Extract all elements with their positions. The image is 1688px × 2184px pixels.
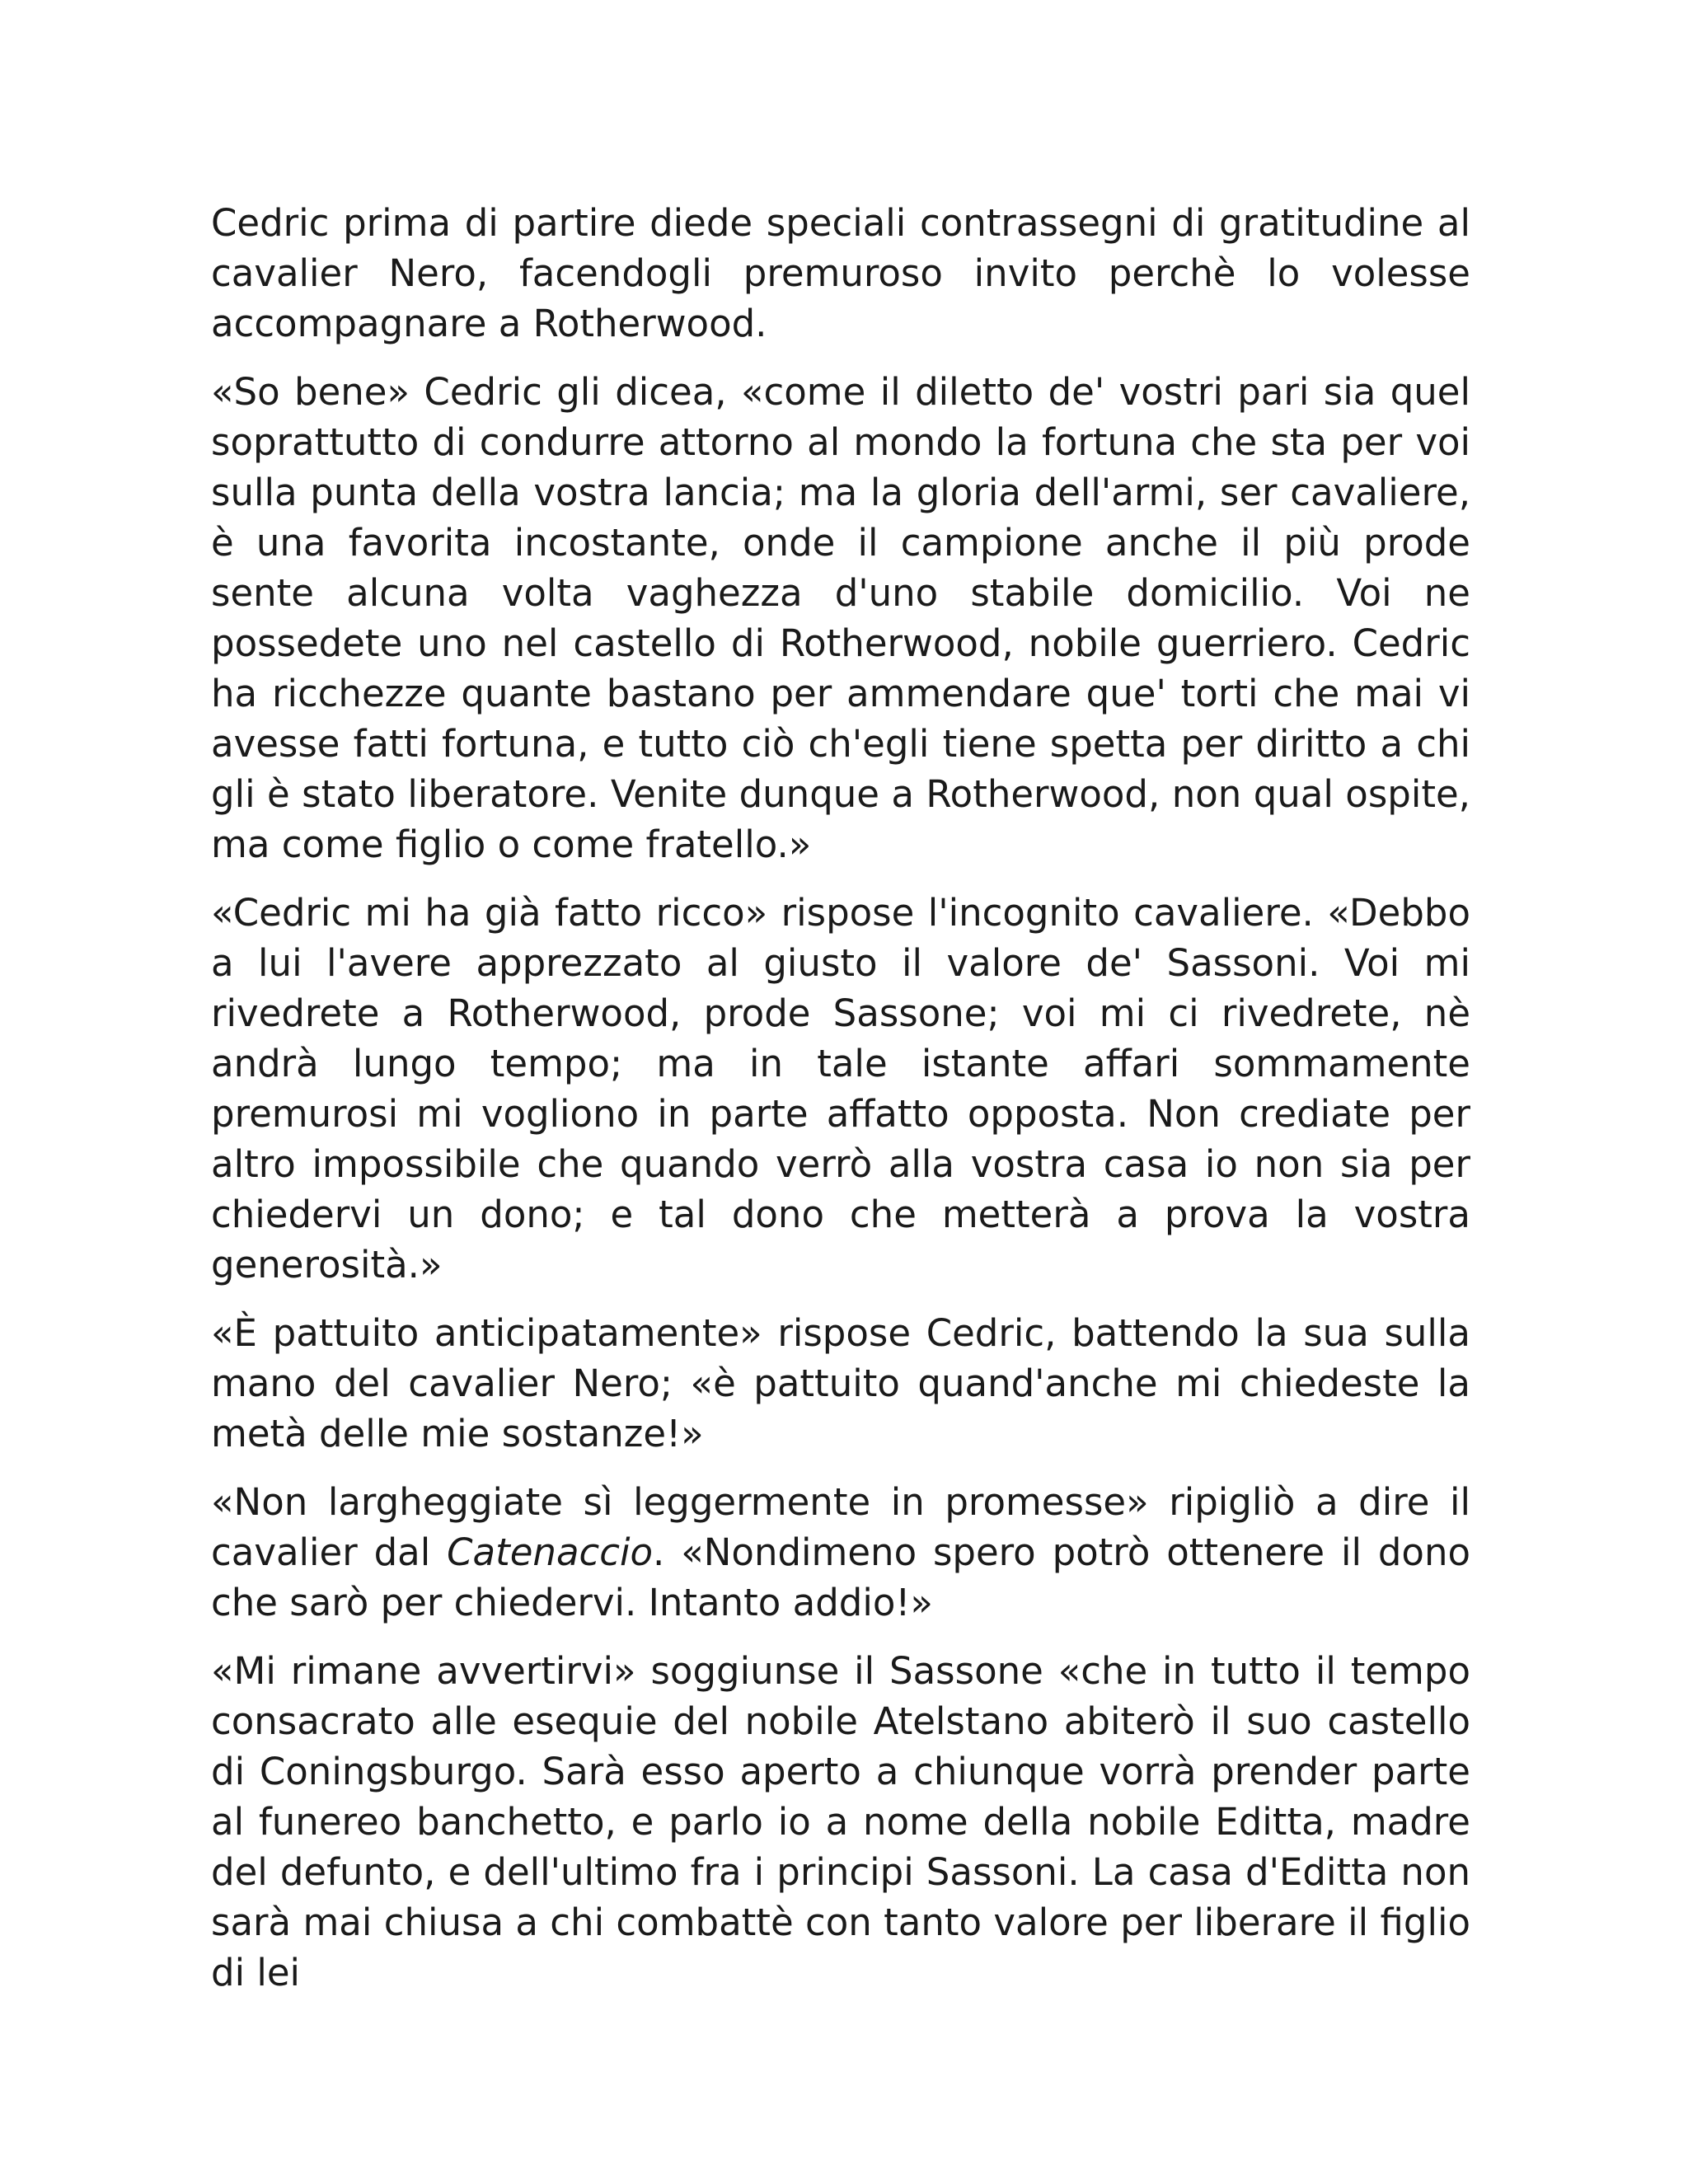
paragraph-1: Cedric prima di partire diede speciali contrassegni di gratitudine al cavalier Nero, facendogli premuroso invito perchè lo volesse accompagnare a Rotherwood.	[211, 201, 1470, 345]
paragraph-6: «Mi rimane avvertirvi» soggiunse il Sassone «che in tutto il tempo consacrato alle esequie del nobile Atelstano abiterò il suo castello di Coningsburgo. Sarà esso aperto a chiunque vorrà prender parte al funereo banchetto, e parlo io a nome della nobile Editta, madre del defunto, e dell'ultimo fra i principi Sassoni. La casa d'Editta non sarà mai chiusa a chi combattè con tanto valore per liberare il figlio di lei	[211, 1649, 1470, 1994]
paragraph-5-text-before: «Non largheggiate sì leggermente in promesse» ripigliò a dire il cavalier dal	[211, 1480, 1470, 1574]
paragraph-3: «Cedric mi ha già fatto ricco» rispose l'incognito cavaliere. «Debbo a lui l'avere apprezzato al giusto il valore de' Sassoni. Voi mi rivedrete a Rotherwood, prode Sassone; voi mi ci rivedrete, nè andrà lungo tempo; ma in tale istante affari sommamente premurosi mi vogliono in parte affatto opposta. Non crediate per altro impossibile che quando verrò alla vostra casa io non sia per chiedervi un dono; e tal dono che metterà a prova la vostra generosità.»	[211, 891, 1470, 1286]
paragraph-4: «È pattuito anticipatamente» rispose Cedric, battendo la sua sulla mano del cavalier Nero; «è pattuito quand'anche mi chiedeste la metà delle mie sostanze!»	[211, 1311, 1470, 1455]
paragraph-5-italic-term: Catenaccio	[447, 1530, 654, 1574]
paragraph-2: «So bene» Cedric gli dicea, «come il diletto de' vostri pari sia quel soprattutto di condurre attorno al mondo la fortuna che sta per voi sulla punta della vostra lancia; ma la gloria dell'armi, ser cavaliere, è una favorita incostante, onde il campione anche il più prode sente alcuna volta vaghezza d'uno stabile domicilio. Voi ne possedete uno nel castello di Rotherwood, nobile guerriero. Cedric ha ricchezze quante bastano per ammendare que' torti che mai vi avesse fatti fortuna, e tutto ciò ch'egli tiene spetta per diritto a chi gli è stato liberatore. Venite dunque a Rotherwood, non qual ospite, ma come figlio o come fratello.»	[211, 370, 1470, 866]
paragraph-5-text-after: . «Nondimeno spero potrò ottenere il dono che sarò per chiedervi. Intanto addio!»	[211, 1530, 1470, 1624]
document-page	[211, 198, 1470, 2016]
paragraph-5	[211, 1477, 1470, 1628]
